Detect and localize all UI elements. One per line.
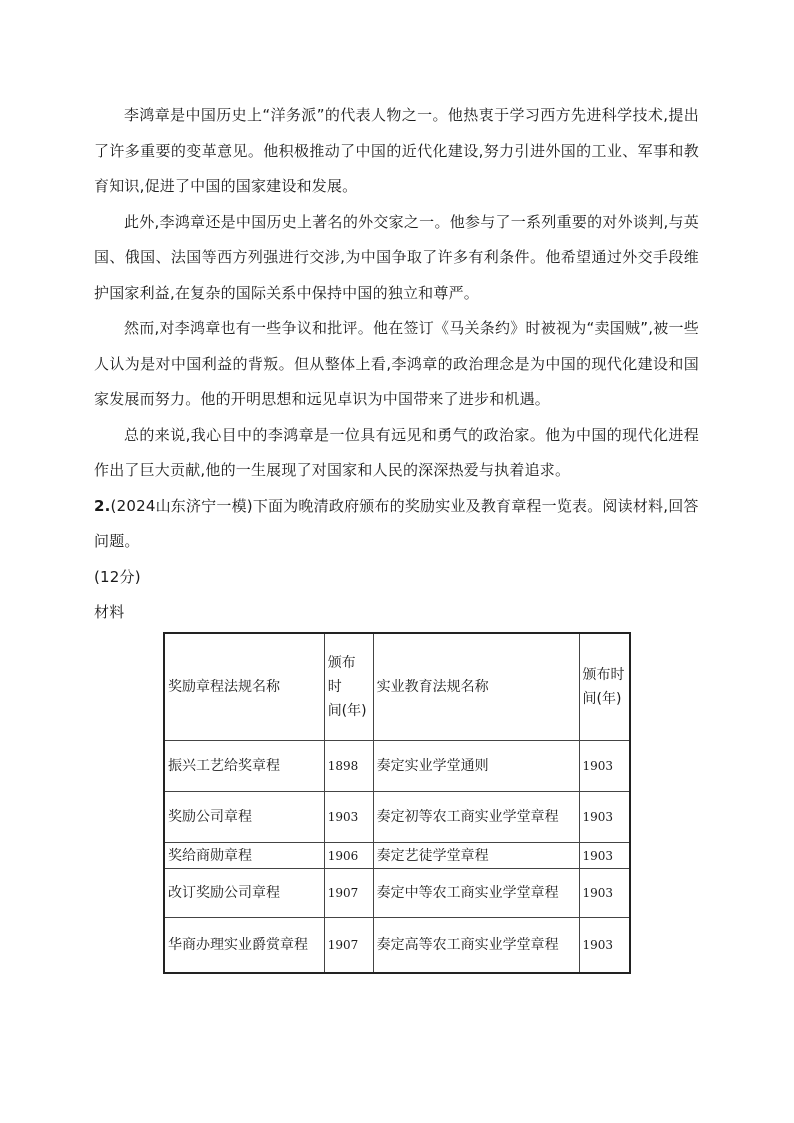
table-row (164, 869, 630, 918)
reward-name-cell: 振兴工艺给奖章程 (164, 741, 324, 792)
edu-name-cell: 奏定实业学堂通则 (373, 741, 579, 792)
header-reward-name: 奖励章程法规名称 (164, 633, 324, 741)
header-edu-name: 实业教育法规名称 (373, 633, 579, 741)
reward-year-cell: 1907 (324, 918, 373, 974)
edu-year-cell: 1903 (579, 792, 630, 843)
reward-year-cell: 1906 (324, 843, 373, 869)
edu-year-cell: 1903 (579, 869, 630, 918)
table-row (164, 741, 630, 792)
question-stem (94, 489, 699, 560)
reward-name-cell: 奖给商勋章程 (164, 843, 324, 869)
reward-name-cell: 改订奖励公司章程 (164, 869, 324, 918)
edu-year-cell: 1903 (579, 918, 630, 974)
header-reward-year: 颁布时 间(年) (324, 633, 373, 741)
table-row (164, 792, 630, 843)
edu-name-cell: 奏定艺徒学堂章程 (373, 843, 579, 869)
question-points: (12分) (94, 567, 141, 586)
regulations-table (163, 632, 631, 974)
header-edu-year: 颁布时 间(年) (579, 633, 630, 741)
edu-year-cell: 1903 (579, 741, 630, 792)
reward-year-cell: 1903 (324, 792, 373, 843)
edu-name-cell: 奏定初等农工商实业学堂章程 (373, 792, 579, 843)
table-row (164, 843, 630, 869)
essay-text (94, 98, 699, 631)
reward-name-cell: 华商办理实业爵赏章程 (164, 918, 324, 974)
edu-name-cell: 奏定高等农工商实业学堂章程 (373, 918, 579, 974)
material-label: 材料 (94, 603, 125, 621)
table-row (164, 918, 630, 974)
edu-year-cell: 1903 (579, 843, 630, 869)
table-header-row (164, 633, 630, 741)
edu-name-cell: 奏定中等农工商实业学堂章程 (373, 869, 579, 918)
regulations-table-container (163, 632, 631, 974)
essay-paragraph: 此外,李鸿章还是中国历史上著名的外交家之一。他参与了一系列重要的对外谈判,与英国、俄国、法国等西方列强进行交涉,为中国争取了许多有利条件。他希望通过外交手段维护国家利益,在复杂的国际关系中保持中国的独立和尊严。 (94, 212, 699, 302)
essay-paragraph: 总的来说,我心目中的李鸿章是一位具有远见和勇气的政治家。他为中国的现代化进程作出了巨大贡献,他的一生展现了对国家和人民的深深热爱与执着追求。 (94, 425, 699, 479)
essay-paragraph: 然而,对李鸿章也有一些争议和批评。他在签订《马关条约》时被视为“卖国贼”,被一些人认为是对中国利益的背叛。但从整体上看,李鸿章的政治理念是为中国的现代化建设和国家发展而努力。他的开明思想和远见卓识为中国带来了进步和机遇。 (94, 319, 699, 408)
reward-name-cell: 奖励公司章程 (164, 792, 324, 843)
reward-year-cell: 1898 (324, 741, 373, 792)
question-prompt: (2024山东济宁一模)下面为晚清政府颁布的奖励实业及教育章程一览表。阅读材料,回答问题。 (94, 496, 699, 550)
question-number: 2. (94, 496, 111, 515)
essay-paragraph: 李鸿章是中国历史上“洋务派”的代表人物之一。他热衷于学习西方先进科学技术,提出了许多重要的变革意见。他积极推动了中国的近代化建设,努力引进外国的工业、军事和教育知识,促进了中国的国家建设和发展。 (94, 106, 699, 195)
reward-year-cell: 1907 (324, 869, 373, 918)
